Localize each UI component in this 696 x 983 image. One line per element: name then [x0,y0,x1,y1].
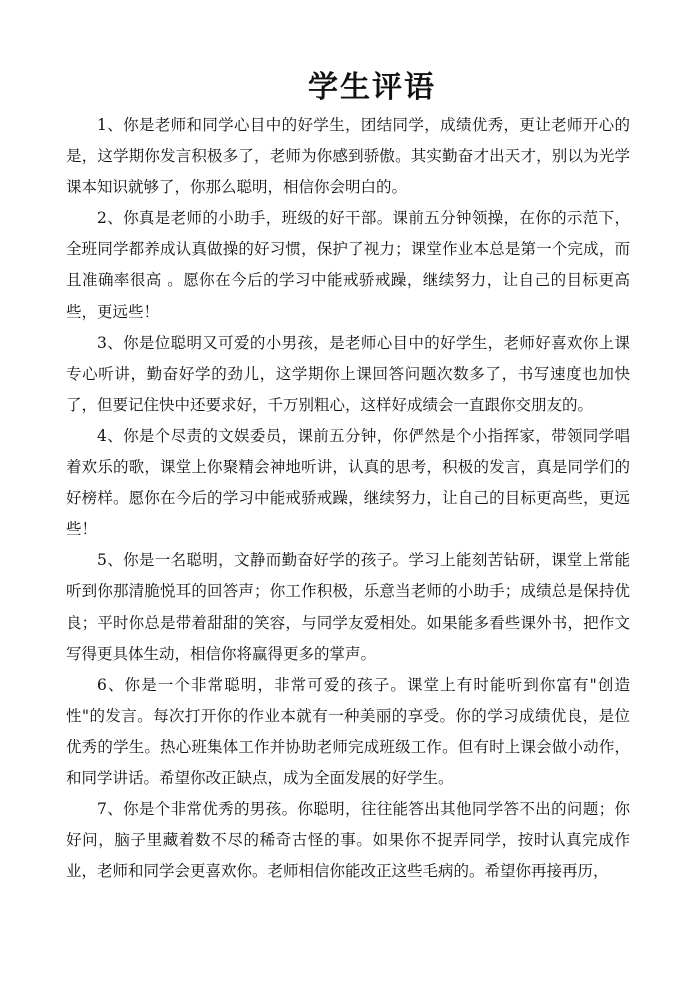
comment-paragraph-4: 4、你是个尽责的文娱委员，课前五分钟，你俨然是个小指挥家，带领同学唱着欢乐的歌，课堂上你聚精会神地听讲，认真的思考，积极的发言，真是同学们的好榜样。愿你在今后的学习中能戒骄戒躁，继续努力，让自己的目标更高些，更远些！ [66,426,630,539]
comment-paragraph-7: 7、你是个非常优秀的男孩。你聪明，往往能答出其他同学答不出的问题；你好问，脑子里藏着数不尽的稀奇古怪的事。如果你不捉弄同学，按时认真完成作业，老师和同学会更喜欢你。老师相信你能改正这些毛病的。希望你再接再历， [66,800,630,881]
comment-paragraph-1: 1、你是老师和同学心目中的好学生，团结同学，成绩优秀，更让老师开心的是，这学期你发言积极多了，老师为你感到骄傲。其实勤奋才出天才，别以为光学课本知识就够了，你那么聪明，相信你会明白的。 [66,116,630,197]
comment-paragraph-2: 2、你真是老师的小助手，班级的好干部。课前五分钟领操，在你的示范下，全班同学都养成认真做操的好习惯，保护了视力；课堂作业本总是第一个完成，而且准确率很高 。愿你在今后的学习中能戒骄戒躁，继续努力，让自己的目标更高些，更远些！ [66,209,630,321]
document-title: 学生评语 [308,70,436,105]
comment-paragraph-5: 5、你是一名聪明，文静而勤奋好学的孩子。学习上能刻苦钻研，课堂上常能听到你那清脆悦耳的回答声；你工作积极，乐意当老师的小助手；成绩总是保持优良；平时你总是带着甜甜的笑容，与同学友爱相处。如果能多看些课外书，把作文写得更具体生动，相信你将赢得更多的掌声。 [66,551,630,663]
comment-paragraph-3: 3、你是位聪明又可爱的小男孩，是老师心目中的好学生，老师好喜欢你上课专心听讲，勤奋好学的劲儿，这学期你上课回答问题次数多了，书写速度也加快了，但要记住快中还要求好，千万别粗心，这样好成绩会一直跟你交朋友的。 [66,333,630,414]
comment-paragraph-6: 6、你是一个非常聪明，非常可爱的孩子。课堂上有时能听到你富有"创造性"的发言。每次打开你的作业本就有一种美丽的享受。你的学习成绩优良，是位优秀的学生。热心班集体工作并协助老师完成班级工作。但有时上课会做小动作，和同学讲话。希望你改正缺点，成为全面发展的好学生。 [66,675,630,787]
